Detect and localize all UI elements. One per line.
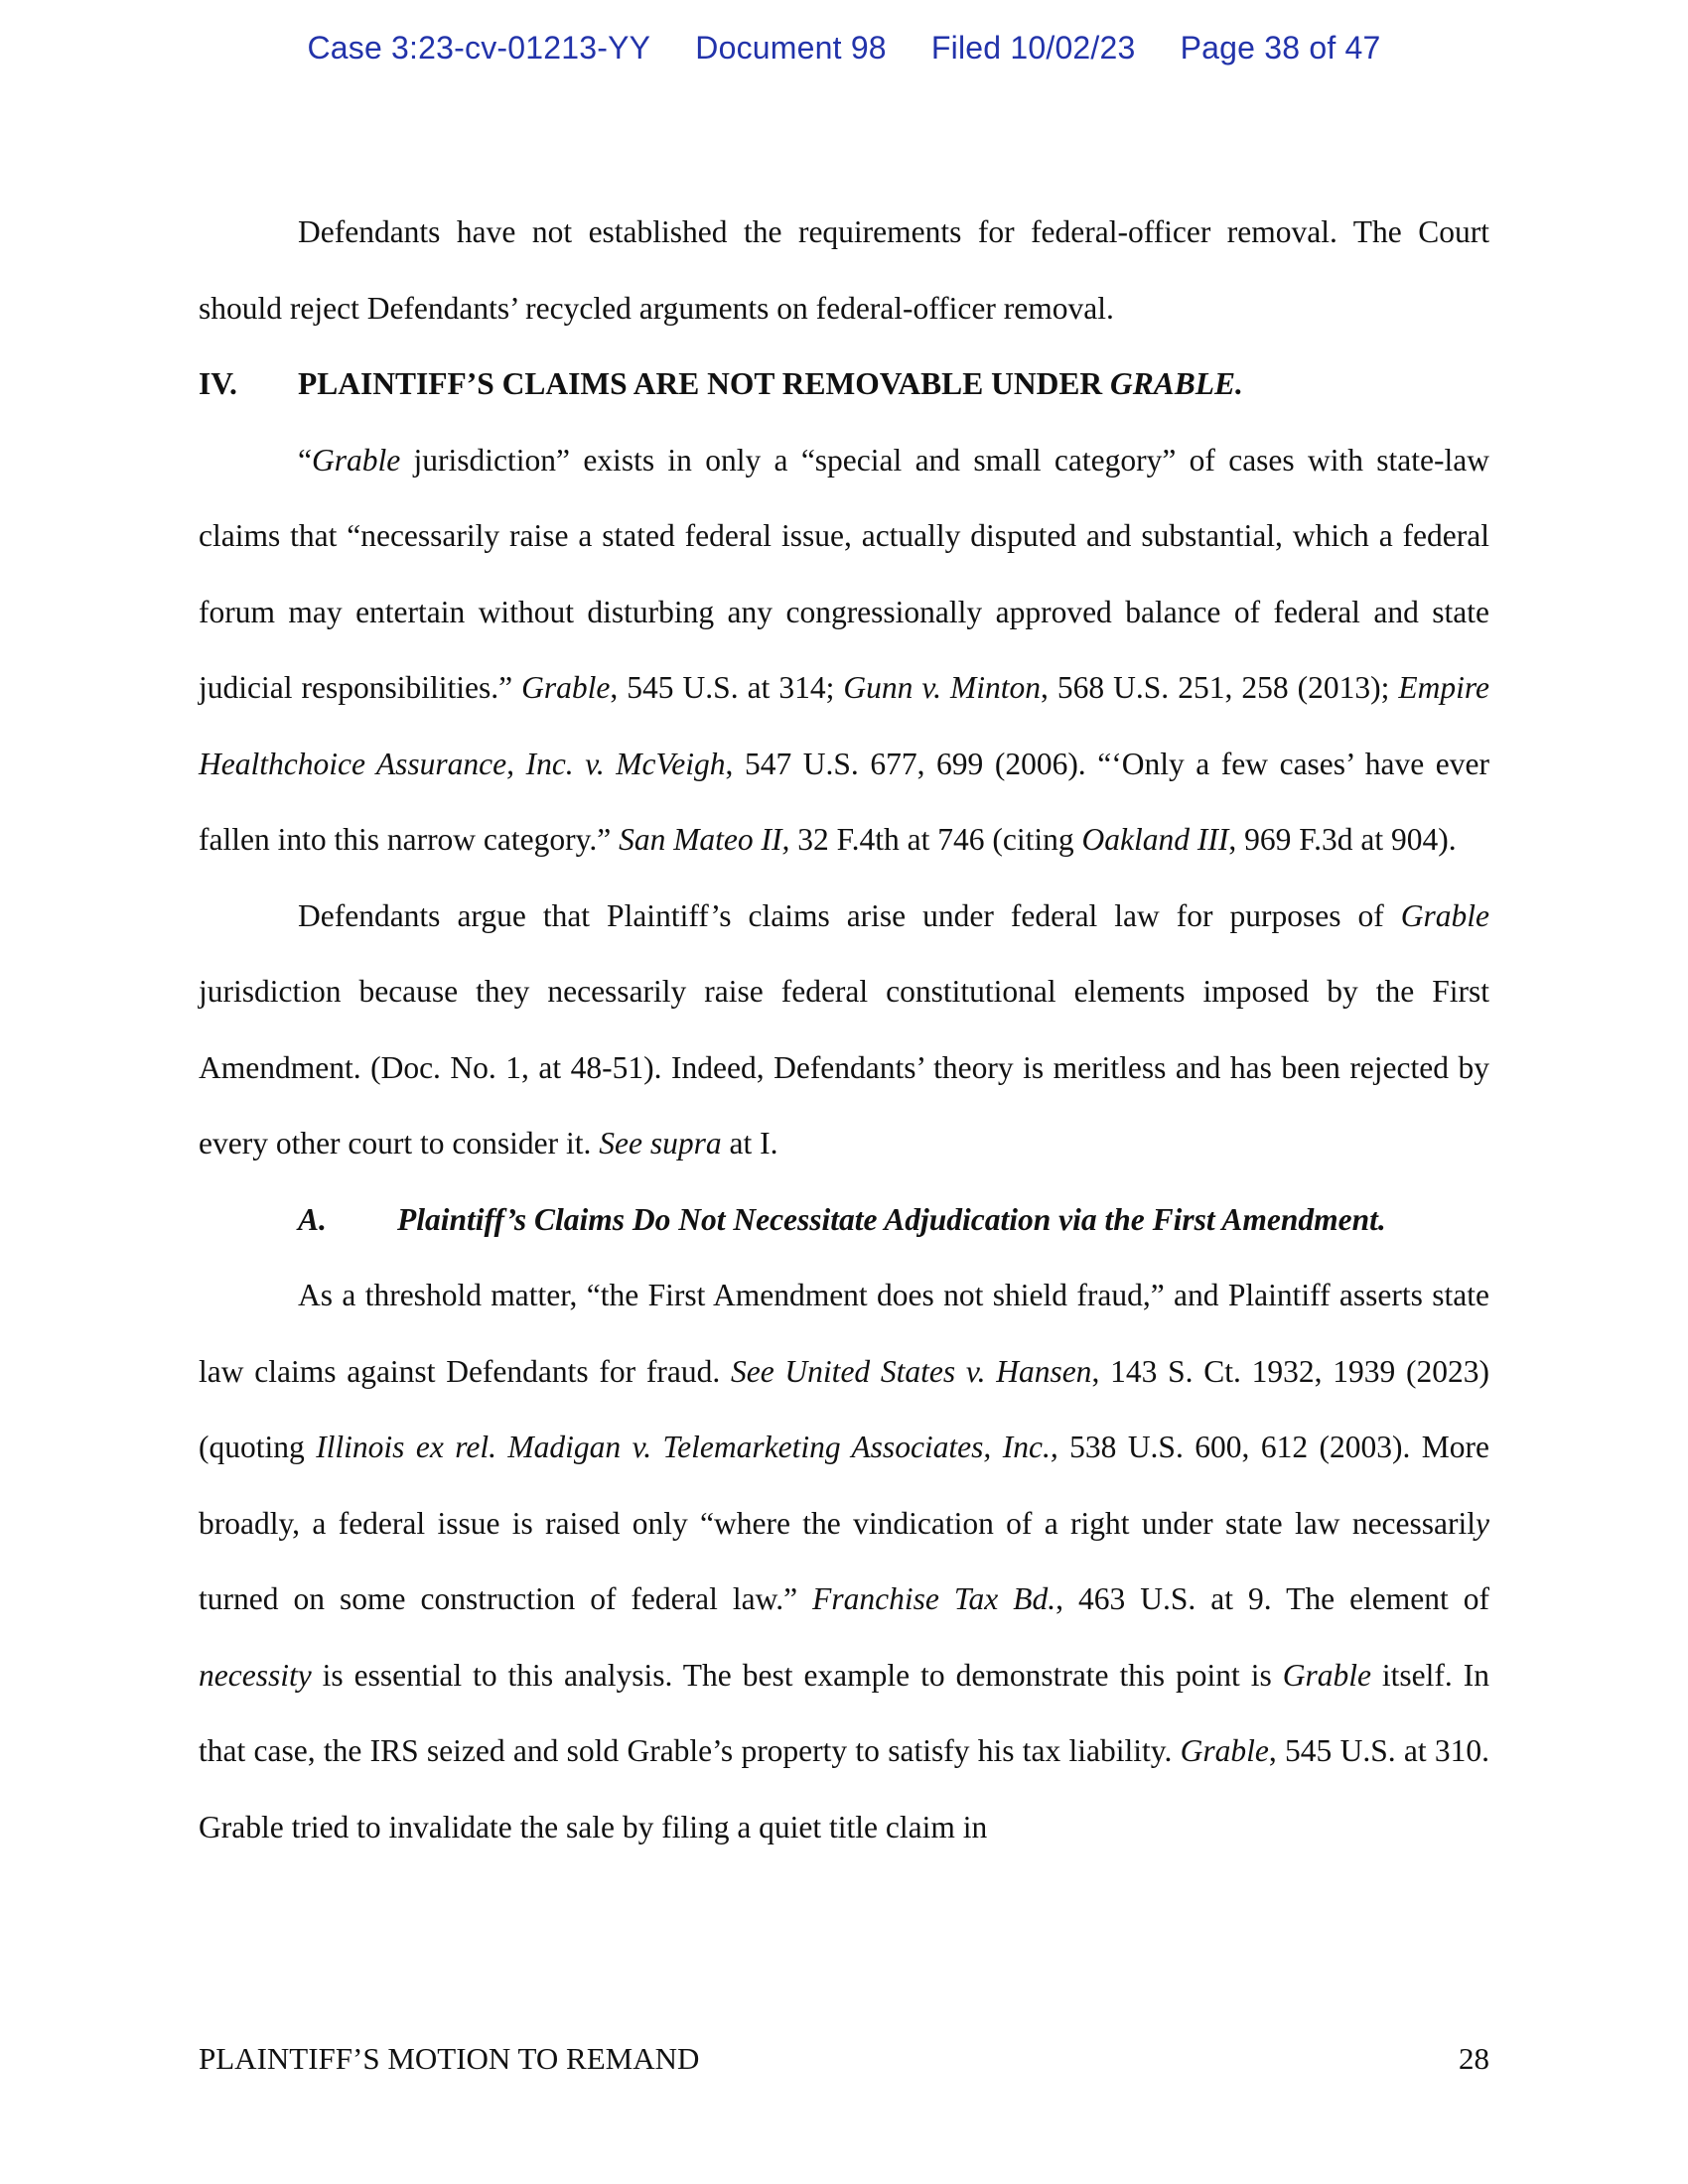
- case-citation: Grable: [1282, 1657, 1371, 1693]
- section-title-italic: GRABLE.: [1109, 366, 1243, 401]
- case-citation: Gunn v. Minton: [843, 670, 1041, 705]
- case-number: Case 3:23-cv-01213-YY: [307, 30, 651, 66]
- text-run: is essential to this analysis. The best example to demonstrate this point is: [311, 1657, 1283, 1693]
- case-citation: Oakland III: [1081, 822, 1229, 857]
- section-number: IV.: [199, 366, 237, 401]
- text-run: jurisdiction because they necessarily raise federal constitutional elements imposed by the First Amendment. (Doc. No. 1, at 48-51). Indeed, Defendants’ theory is meritless and has been rejected by every other court to consider it.: [199, 974, 1489, 1160]
- case-citation: See supra: [599, 1126, 722, 1160]
- subsection-heading-a: [199, 1182, 1489, 1259]
- emphasis: necessity: [199, 1657, 312, 1693]
- text-run: , 545 U.S. at 314;: [610, 670, 844, 705]
- paragraph-grable-jurisdiction: [199, 423, 1489, 879]
- case-citation: Empire Healthchoice Assurance, Inc. v. McVeigh: [199, 670, 1489, 781]
- paragraph-federal-officer: Defendants have not established the requirements for federal-officer removal. The Court should reject Defendants’ recycled arguments on federal-officer removal.: [199, 214, 1489, 326]
- section-heading-iv: [199, 346, 1489, 423]
- text-run: , 143 S. Ct. 1932, 1939 (2023) (quoting: [199, 1353, 1489, 1464]
- ecf-header: [0, 30, 1688, 67]
- section-title: PLAINTIFF’S CLAIMS ARE NOT REMOVABLE UNDER: [298, 366, 1110, 401]
- case-citation: Grable: [1400, 897, 1489, 933]
- text-run: Defendants argue that Plaintiff’s claims arise under federal law for purposes of: [298, 897, 1401, 933]
- case-citation: Franchise Tax Bd.: [812, 1581, 1056, 1616]
- text-run: , 463 U.S. at 9. The element of: [1055, 1581, 1490, 1616]
- subsection-title: Plaintiff’s Claims Do Not Necessitate Adjudication via the First Amendment.: [397, 1201, 1386, 1237]
- text-run: at I.: [721, 1126, 778, 1160]
- text-run: “: [298, 442, 312, 478]
- document-number: Document 98: [695, 30, 887, 66]
- text-run: 538 U.S. 600, 612 (2003). More broadly, a federal issue is raised only “where the vindication of a right under state law necessaril: [199, 1430, 1490, 1541]
- text-run: , 547 U.S. 677, 699 (2006). “‘Only a few cases’ have ever fallen into this narrow category.”: [199, 746, 1489, 857]
- case-citation: Grable: [521, 670, 611, 705]
- document-body: [199, 195, 1489, 1865]
- paragraph-threshold-matter: [199, 1258, 1489, 1865]
- text-run: As a threshold matter, “the First Amendment does not shield fraud,” and Plaintiff asserts state law claims against Defendants for fraud.: [199, 1278, 1489, 1389]
- text-run: , 545 U.S. at 310. Grable tried to invalidate the sale by filing a quiet title claim in: [199, 1733, 1490, 1844]
- page-footer: [199, 2041, 1489, 2077]
- footer-page-number: 28: [1459, 2041, 1489, 2076]
- text-run: , 568 U.S. 251, 258 (2013);: [1040, 670, 1399, 705]
- text-run: itself. In that case, the IRS seized and sold Grable’s property to satisfy his tax liability.: [199, 1657, 1489, 1768]
- subsection-number: A.: [298, 1201, 327, 1237]
- case-citation: Illinois ex rel. Madigan v. Telemarketing Associates, Inc.,: [316, 1430, 1058, 1464]
- text-run: turned on some construction of federal law.”: [199, 1581, 813, 1616]
- page-indicator: Page 38 of 47: [1180, 30, 1381, 66]
- text-run: , 969 F.3d at 904).: [1228, 822, 1457, 857]
- case-citation: See United States v. Hansen: [730, 1353, 1092, 1389]
- paragraph-defendants-argue: [199, 879, 1489, 1182]
- text-run: 32 F.4th at 746 (citing: [789, 822, 1082, 857]
- filed-date: Filed 10/02/23: [930, 30, 1136, 66]
- case-citation: San Mateo II,: [619, 822, 790, 857]
- case-citation: Grable: [1180, 1733, 1269, 1768]
- text-run: jurisdiction” exists in only a “special and small category” of cases with state-law claims that “necessarily raise a stated federal issue, actually disputed and substantial, which a federal forum may entertain without disturbing any congressionally approved balance of federal and state judicial responsibilities.”: [199, 442, 1489, 705]
- footer-title: PLAINTIFF’S MOTION TO REMAND: [199, 2041, 700, 2076]
- text-run: y: [1476, 1505, 1489, 1541]
- case-citation: Grable: [311, 442, 401, 478]
